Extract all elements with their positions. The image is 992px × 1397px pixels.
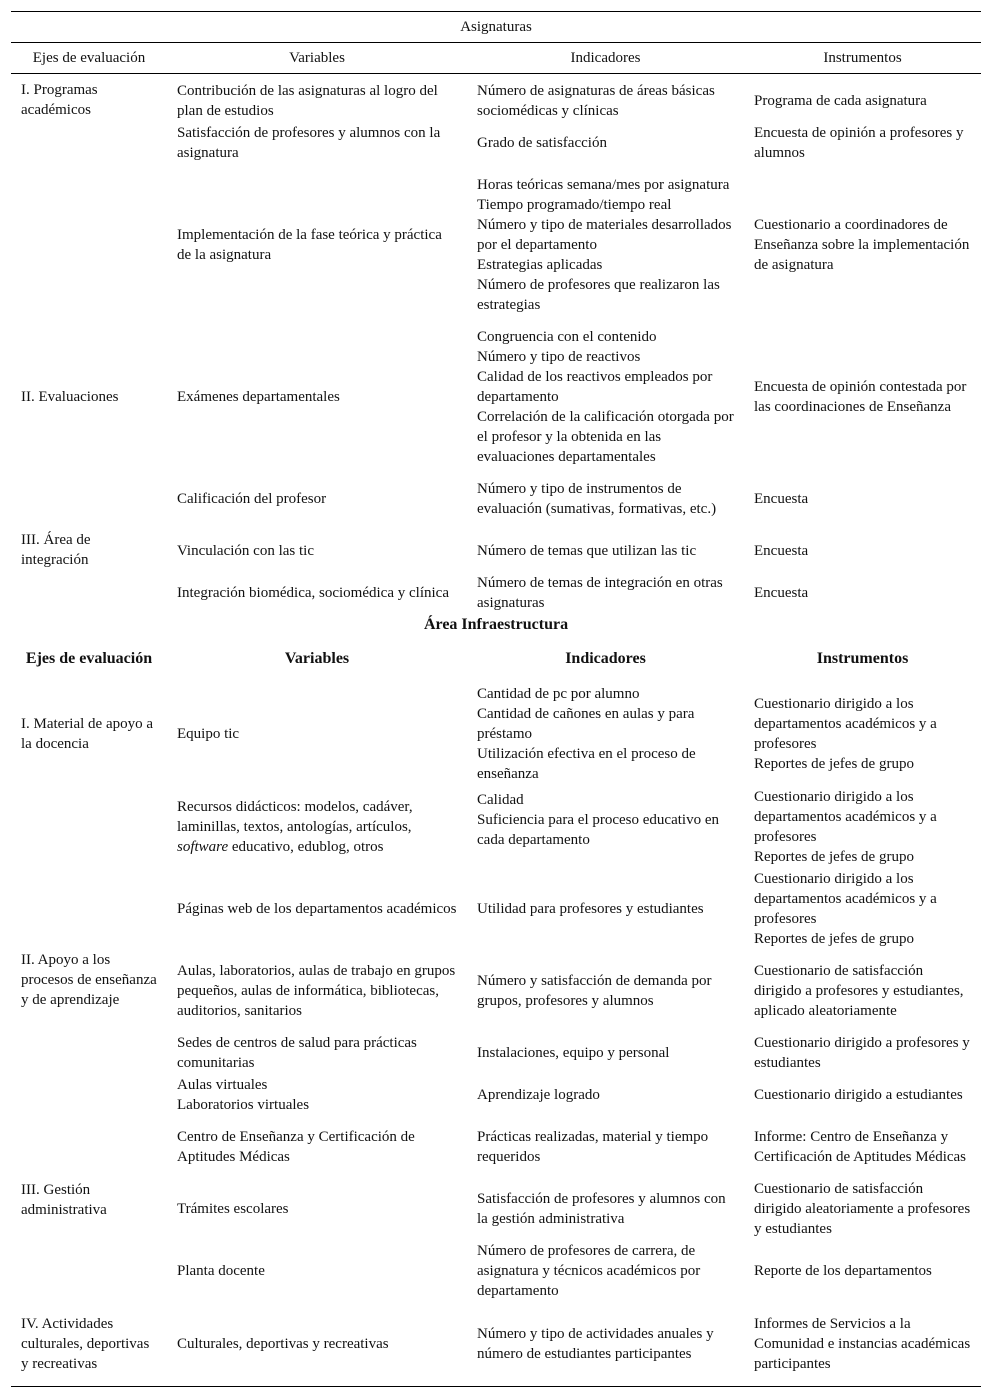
instrument-line: Cuestionario a coordinadores de	[754, 217, 948, 233]
variable-line: Aulas virtuales	[177, 1077, 268, 1093]
variable-cell: Aulas, laboratorios, aulas de trabajo en grupos pequeños, aulas de informática, bibliotecas, auditorios, sanitarios	[177, 963, 456, 1019]
indicator-line: Número y tipo de reactivos	[477, 349, 641, 365]
instrument-cell: Cuestionario dirigido a estudiantes	[754, 1087, 963, 1103]
variable-cell: Satisfacción de profesores y alumnos con la asignatura	[177, 125, 441, 161]
indicator-line: Suficiencia para el proceso educativo en cada departamento	[477, 812, 719, 848]
instrument-cell: Encuesta de opinión a profesores y alumnos	[754, 125, 964, 161]
header-variables: Variables	[289, 50, 345, 66]
instrument-line: Enseñanza sobre la implementación de asignatura	[754, 237, 970, 273]
variable-cell: Planta docente	[177, 1263, 265, 1279]
indicator-cell: Número de temas de integración en otras asignaturas	[477, 575, 723, 611]
header-instrumentos: Instrumentos	[823, 50, 902, 66]
title-row	[11, 12, 981, 43]
table-row	[11, 1178, 981, 1240]
variable-cell	[167, 1074, 467, 1116]
indicator-line: Correlación de la calificación otorgada por el profesor y la obtenida en las evaluaciones departamentales	[477, 409, 734, 465]
table-row	[11, 786, 981, 868]
instrument-cell: Encuesta de opinión contestada por las coordinaciones de Enseñanza	[754, 379, 967, 415]
table-title: Asignaturas	[11, 12, 981, 43]
instrument-cell: Encuesta	[754, 491, 809, 507]
instrument-cell	[744, 164, 981, 326]
variable-cell	[167, 786, 467, 868]
variable-cell: Sedes de centros de salud para prácticas comunitarias	[177, 1035, 417, 1071]
indicator-line: Cantidad de pc por alumno	[477, 686, 640, 702]
indicator-line: Número y tipo de materiales desarrollados por el departamento	[477, 217, 732, 253]
indicator-line: Congruencia con el contenido	[477, 329, 657, 345]
indicator-line: Horas teóricas semana/mes por asignatura	[477, 177, 730, 193]
header-indicadores: Indicadores	[570, 50, 641, 66]
axis-integracion: III. Área de integración	[21, 532, 91, 568]
header-ejes: Ejes de evaluación	[32, 50, 146, 66]
instrument-cell: Cuestionario de satisfacción dirigido aleatoriamente a profesores y estudiantes	[754, 1181, 971, 1237]
indicator-cell	[467, 326, 744, 468]
infra-header-instrumentos: Instrumentos	[816, 650, 909, 667]
infra-header-ejes: Ejes de evaluación	[25, 650, 153, 667]
table-row	[11, 682, 981, 786]
indicator-line: Utilización efectiva en el proceso de enseñanza	[477, 746, 696, 782]
infra-header-indicadores: Indicadores	[565, 650, 646, 667]
indicator-cell: Utilidad para profesores y estudiantes	[477, 901, 704, 917]
instrument-cell	[744, 786, 981, 868]
indicator-cell: Instalaciones, equipo y personal	[477, 1045, 670, 1061]
instrument-cell: Encuesta	[754, 543, 809, 559]
evaluation-table-page	[11, 11, 981, 1387]
table-row	[11, 572, 981, 614]
indicator-cell	[467, 164, 744, 326]
instrument-cell	[744, 682, 981, 786]
indicator-cell: Número de temas que utilizan las tic	[477, 543, 697, 559]
instrument-line: Reportes de jefes de grupo	[754, 849, 914, 865]
instrument-cell: Encuesta	[754, 585, 809, 601]
table-row	[11, 80, 981, 122]
section-title-row	[11, 614, 981, 636]
table-row	[11, 1302, 981, 1386]
instrument-line: Cuestionario dirigido a los departamentos académicos y a profesores	[754, 789, 937, 845]
instrument-cell: Reporte de los departamentos	[754, 1263, 932, 1279]
variable-cell: Implementación de la fase teórica y práctica de la asignatura	[177, 227, 442, 263]
variable-cell: Integración biomédica, sociomédica y clínica	[177, 585, 449, 601]
axis-evaluaciones: II. Evaluaciones	[21, 389, 119, 405]
instrument-line: Cuestionario dirigido a los departamentos académicos y a profesores	[754, 871, 937, 927]
table-row	[11, 326, 981, 468]
axis-apoyo: II. Apoyo a los procesos de enseñanza y de aprendizaje	[21, 952, 157, 1008]
instrument-cell: Informe: Centro de Enseñanza y Certificación de Aptitudes Médicas	[754, 1129, 967, 1165]
variable-text-italic: software	[177, 839, 229, 855]
indicator-line: Número de profesores que realizaron las estrategias	[477, 277, 720, 313]
instrument-cell: Informes de Servicios a la Comunidad e instancias académicas participantes	[754, 1315, 971, 1372]
indicator-line: Calidad	[477, 792, 524, 808]
variable-cell: Centro de Enseñanza y Certificación de Aptitudes Médicas	[177, 1129, 415, 1165]
table-row	[11, 1240, 981, 1302]
variable-cell: Equipo tic	[177, 726, 240, 742]
table-row	[11, 950, 981, 1032]
variable-cell: Trámites escolares	[177, 1201, 289, 1217]
infra-header-row	[11, 636, 981, 682]
indicator-cell: Grado de satisfacción	[477, 135, 607, 151]
axis-actividades: IV. Actividades culturales, deportivas y recreativas	[21, 1315, 150, 1372]
variable-cell: Vinculación con las tic	[177, 543, 314, 559]
table-row	[11, 530, 981, 572]
indicator-cell: Número de profesores de carrera, de asignatura y técnicos académicos por departamento	[477, 1243, 701, 1299]
indicator-cell: Número y tipo de actividades anuales y número de estudiantes participantes	[477, 1325, 714, 1362]
variable-cell: Exámenes departamentales	[177, 389, 340, 405]
indicator-cell: Prácticas realizadas, material y tiempo requeridos	[477, 1129, 709, 1165]
indicator-cell: Satisfacción de profesores y alumnos con la gestión administrativa	[477, 1191, 726, 1227]
indicator-line: Tiempo programado/tiempo real	[477, 197, 672, 213]
axis-gestion: III. Gestión administrativa	[21, 1182, 107, 1218]
indicator-cell: Número de asignaturas de áreas básicas sociomédicas y clínicas	[477, 83, 715, 119]
indicator-cell: Aprendizaje logrado	[477, 1087, 600, 1103]
instrument-cell: Cuestionario dirigido a profesores y estudiantes	[754, 1035, 970, 1071]
indicator-cell: Número y satisfacción de demanda por grupos, profesores y alumnos	[477, 973, 712, 1009]
variable-text-a: Recursos didácticos: modelos, cadáver, laminillas, textos, antologías, artículos,	[177, 799, 413, 835]
instrument-line: Reportes de jefes de grupo	[754, 931, 914, 947]
indicator-line: Estrategias aplicadas	[477, 257, 603, 273]
instrument-cell: Programa de cada asignatura	[754, 93, 927, 109]
indicator-cell	[467, 786, 744, 868]
instrument-cell: Cuestionario de satisfacción dirigido a profesores y estudiantes, aplicado aleatoriamente	[754, 963, 964, 1019]
evaluation-table	[11, 11, 981, 1387]
section-title-infra: Área Infraestructura	[423, 616, 569, 633]
indicator-line: Calidad de los reactivos empleados por departamento	[477, 369, 713, 405]
axis-material: I. Material de apoyo a la docencia	[21, 716, 154, 752]
instrument-line: Reportes de jefes de grupo	[754, 756, 914, 772]
instrument-cell	[744, 868, 981, 950]
variable-cell: Páginas web de los departamentos académicos	[177, 901, 457, 917]
indicator-cell	[467, 682, 744, 786]
variable-line: Laboratorios virtuales	[177, 1097, 310, 1113]
infra-header-variables: Variables	[284, 650, 350, 667]
variable-cell: Contribución de las asignaturas al logro del plan de estudios	[177, 83, 438, 119]
indicator-cell: Número y tipo de instrumentos de evaluación (sumativas, formativas, etc.)	[477, 481, 717, 517]
indicator-line: Cantidad de cañones en aulas y para préstamo	[477, 706, 695, 742]
variable-cell: Culturales, deportivas y recreativas	[177, 1335, 389, 1352]
table-row	[11, 468, 981, 530]
variable-cell: Calificación del profesor	[177, 491, 327, 507]
variable-text-b: educativo, edublog, otros	[231, 839, 384, 855]
instrument-line: Cuestionario dirigido a los departamentos académicos y a profesores	[754, 696, 937, 752]
header-row	[11, 43, 981, 74]
axis-programas: I. Programas académicos	[21, 82, 98, 118]
table-row	[11, 868, 981, 950]
